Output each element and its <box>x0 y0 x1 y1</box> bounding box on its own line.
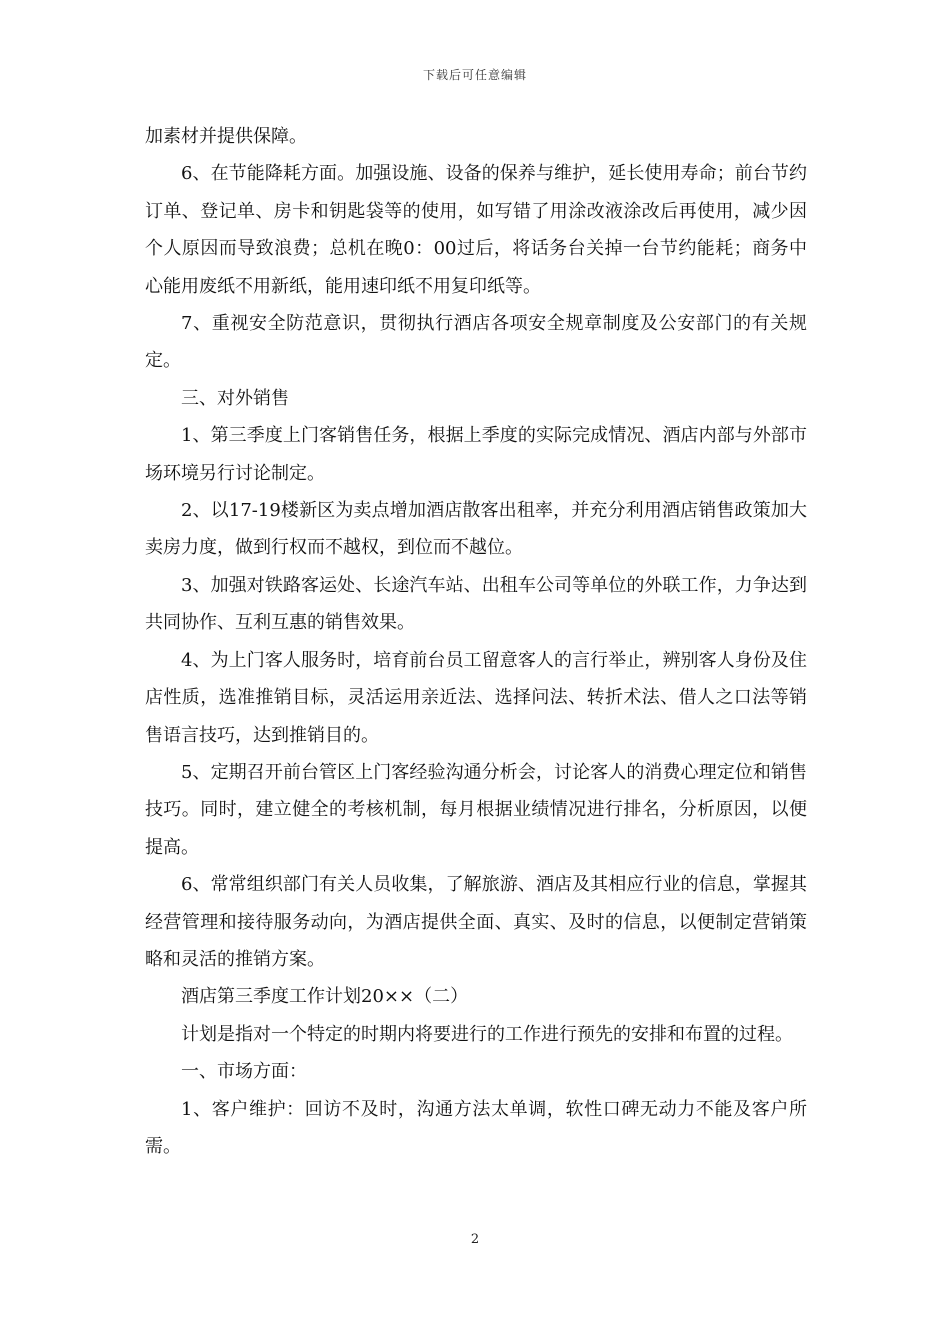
paragraph: 4、为上门客人服务时，培育前台员工留意客人的言行举止，辨别客人身份及住店性质，选准推销目标，灵活运用亲近法、选择问法、转折术法、借人之口法等销售语言技巧，达到推销目的。 <box>145 649 807 746</box>
document-body <box>145 118 807 1165</box>
page-number: 2 <box>470 1232 480 1247</box>
paragraph: 1、客户维护：回访不及时，沟通方法太单调，软性口碑无动力不能及客户所需。 <box>145 1098 807 1157</box>
section-heading: 一、市场方面： <box>181 1061 307 1083</box>
paragraph: 3、加强对铁路客运处、长途汽车站、出租车公司等单位的外联工作，力争达到共同协作、互利互惠的销售效果。 <box>145 574 807 634</box>
paragraph: 加素材并提供保障。 <box>145 126 307 147</box>
section-heading: 三、对外销售 <box>181 387 289 409</box>
paragraph: 6、常常组织部门有关人员收集，了解旅游、酒店及其相应行业的信息，掌握其经营管理和接待服务动向，为酒店提供全面、真实、及时的信息，以便制定营销策略和灵活的推销方案。 <box>145 874 807 970</box>
document-subtitle: 酒店第三季度工作计划20××（二） <box>181 986 469 1008</box>
paragraph: 1、第三季度上门客销售任务，根据上季度的实际完成情况、酒店内部与外部市场环境另行讨论制定。 <box>145 425 807 484</box>
page-header: 下载后可任意编辑 <box>422 68 527 82</box>
paragraph: 2、以17-19楼新区为卖点增加酒店散客出租率，并充分利用酒店销售政策加大卖房力度，做到行权而不越权，到位而不越位。 <box>145 500 807 559</box>
paragraph: 7、重视安全防范意识，贯彻执行酒店各项安全规章制度及公安部门的有关规定。 <box>145 313 807 372</box>
paragraph: 6、在节能降耗方面。加强设施、设备的保养与维护，延长使用寿命；前台节约订单、登记单、房卡和钥匙袋等的使用，如写错了用涂改液涂改后再使用，减少因个人原因而导致浪费；总机在晚0：00过后，将话务台关掉一台节约能耗；商务中心能用废纸不用新纸，能用速印纸不用复印纸等。 <box>145 163 807 297</box>
paragraph: 计划是指对一个特定的时期内将要进行的工作进行预先的安排和布置的过程。 <box>181 1023 793 1045</box>
paragraph: 5、定期召开前台管区上门客经验沟通分析会，讨论客人的消费心理定位和销售技巧。同时，建立健全的考核机制，每月根据业绩情况进行排名，分析原因，以便提高。 <box>145 761 807 858</box>
